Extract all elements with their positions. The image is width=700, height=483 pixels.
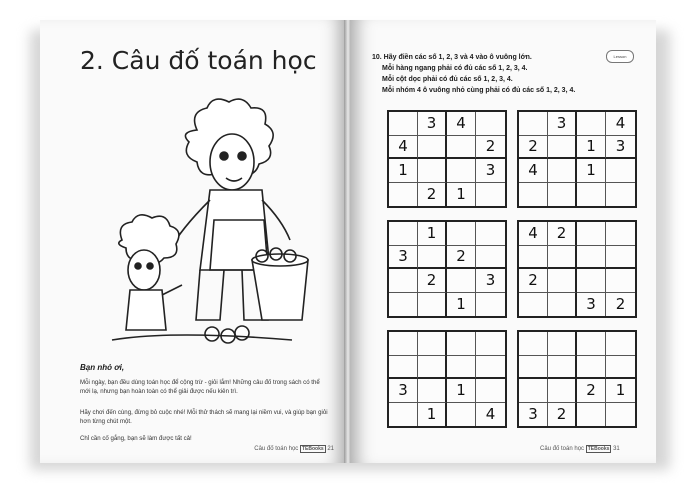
footer-text: Câu đố toán học [540, 446, 585, 452]
sudoku-empty-cell [447, 356, 476, 380]
publisher-logo: TEBooks [301, 446, 324, 452]
instruction-line: Mỗi cột dọc phải có đủ các số 1, 2, 3, 4. [382, 76, 513, 83]
instruction-line: Mỗi nhóm 4 ô vuông nhỏ cùng phải có đủ các số 1, 2, 3, 4. [382, 87, 576, 94]
right-footer [540, 445, 620, 453]
sudoku-given-digit: 3 [606, 136, 635, 160]
sudoku-empty-cell [418, 356, 447, 380]
sudoku-given-digit: 3 [389, 246, 418, 270]
sudoku-empty-cell [577, 356, 606, 380]
sudoku-given-digit: 2 [418, 269, 447, 293]
sudoku-given-digit: 3 [577, 293, 606, 317]
sudoku-empty-cell [389, 293, 418, 317]
sudoku-grid [517, 330, 637, 428]
page-title: 2. Câu đố toán học [80, 46, 317, 75]
sudoku-given-digit: 3 [519, 403, 548, 427]
intro-paragraph-2: Hãy chơi đến cùng, đừng bỏ cuộc nhé! Mỗi thử thách sẽ mang lại niềm vui, và giúp bạn giỏi hơn từng chút một. [80, 409, 328, 425]
sudoku-empty-cell [577, 183, 606, 207]
sudoku-empty-cell [476, 112, 505, 136]
sudoku-empty-cell [476, 356, 505, 380]
sudoku-empty-cell [519, 112, 548, 136]
sudoku-empty-cell [577, 332, 606, 356]
sudoku-given-digit: 3 [476, 269, 505, 293]
instruction-line: 10. Hãy điền các số 1, 2, 3 và 4 vào ô vuông lớn. [372, 54, 532, 61]
sudoku-empty-cell [519, 183, 548, 207]
sudoku-grid [387, 220, 507, 318]
sudoku-empty-cell [548, 356, 577, 380]
intro-paragraph-3: Chỉ cần cố gắng, bạn sẽ làm được tất cả! [80, 435, 192, 442]
sudoku-empty-cell [548, 246, 577, 270]
sudoku-empty-cell [389, 112, 418, 136]
sudoku-given-digit: 1 [577, 136, 606, 160]
sudoku-empty-cell [548, 332, 577, 356]
sudoku-empty-cell [606, 222, 635, 246]
sudoku-empty-cell [389, 403, 418, 427]
sudoku-empty-cell [548, 183, 577, 207]
intro-paragraph-1: Mỗi ngày, bạn đều dùng toán học để cộng trừ - giỏi lắm! Những câu đố trong sách có thể mới lạ, nhưng bạn hoàn toàn có thể giải được nếu kiên trì. [80, 379, 320, 395]
sudoku-given-digit: 1 [418, 222, 447, 246]
sudoku-given-digit: 1 [389, 159, 418, 183]
sudoku-given-digit: 3 [418, 112, 447, 136]
instructions [372, 52, 632, 96]
sudoku-given-digit: 3 [548, 112, 577, 136]
sudoku-empty-cell [389, 356, 418, 380]
sudoku-empty-cell [577, 403, 606, 427]
sudoku-empty-cell [519, 293, 548, 317]
sudoku-empty-cell [519, 246, 548, 270]
sudoku-empty-cell [476, 293, 505, 317]
sudoku-empty-cell [389, 269, 418, 293]
sudoku-given-digit: 1 [418, 403, 447, 427]
sudoku-given-digit: 1 [606, 379, 635, 403]
sudoku-given-digit: 2 [418, 183, 447, 207]
sudoku-empty-cell [606, 356, 635, 380]
sudoku-empty-cell [577, 222, 606, 246]
sudoku-given-digit: 4 [606, 112, 635, 136]
sudoku-empty-cell [519, 356, 548, 380]
greeting: Bạn nhỏ ơi, [80, 363, 125, 372]
sudoku-empty-cell [418, 159, 447, 183]
page-number: 21 [327, 446, 334, 452]
sudoku-empty-cell [519, 332, 548, 356]
sudoku-empty-cell [476, 222, 505, 246]
sudoku-empty-cell [606, 269, 635, 293]
sudoku-empty-cell [418, 332, 447, 356]
sudoku-grid [517, 110, 637, 208]
sudoku-given-digit: 4 [519, 159, 548, 183]
lesson-tag: Lesson [606, 50, 634, 63]
sudoku-empty-cell [606, 183, 635, 207]
sudoku-given-digit: 1 [447, 379, 476, 403]
sudoku-given-digit: 3 [476, 159, 505, 183]
instruction-line: Mỗi hàng ngang phải có đủ các số 1, 2, 3, 4. [382, 65, 528, 72]
sudoku-empty-cell [447, 222, 476, 246]
right-page [350, 20, 656, 463]
left-page [40, 20, 346, 463]
sudoku-empty-cell [389, 332, 418, 356]
publisher-logo: TEBooks [587, 446, 610, 452]
sudoku-given-digit: 4 [389, 136, 418, 160]
sudoku-empty-cell [476, 246, 505, 270]
sudoku-empty-cell [606, 159, 635, 183]
sudoku-empty-cell [447, 403, 476, 427]
sudoku-given-digit: 3 [389, 379, 418, 403]
sudoku-empty-cell [606, 403, 635, 427]
sudoku-given-digit: 2 [476, 136, 505, 160]
sudoku-given-digit: 2 [615, 295, 626, 314]
footer-text: Câu đố toán học [254, 446, 299, 452]
sudoku-grid [517, 220, 637, 318]
sudoku-given-digit: 1 [577, 159, 606, 183]
sudoku-empty-cell [577, 246, 606, 270]
sudoku-empty-cell [548, 269, 577, 293]
sudoku-empty-cell [577, 112, 606, 136]
sudoku-given-digit: 1 [447, 293, 476, 317]
sudoku-given-digit: 4 [519, 222, 548, 246]
sudoku-given-digit: 2 [519, 136, 548, 160]
sudoku-empty-cell [447, 332, 476, 356]
sudoku-given-digit: 2 [577, 379, 606, 403]
sudoku-empty-cell [577, 269, 606, 293]
sudoku-empty-cell [447, 136, 476, 160]
left-footer [254, 445, 334, 453]
sudoku-empty-cell [476, 183, 505, 207]
sudoku-empty-cell [418, 379, 447, 403]
sudoku-empty-cell [606, 246, 635, 270]
sudoku-empty-cell [476, 379, 505, 403]
sudoku-empty-cell [519, 379, 548, 403]
sudoku-empty-cell [389, 222, 418, 246]
sudoku-empty-cell [548, 136, 577, 160]
sudoku-given-digit: 2 [447, 246, 476, 270]
page-number: 31 [613, 446, 620, 452]
sudoku-empty-cell [418, 293, 447, 317]
sudoku-empty-cell [548, 293, 577, 317]
sudoku-empty-cell [548, 379, 577, 403]
sudoku-empty-cell [389, 183, 418, 207]
sudoku-grid [387, 110, 507, 208]
sudoku-empty-cell [447, 269, 476, 293]
sudoku-empty-cell [476, 332, 505, 356]
sudoku-empty-cell [418, 246, 447, 270]
sudoku-given-digit: 4 [485, 405, 496, 424]
sudoku-empty-cell [548, 159, 577, 183]
sudoku-empty-cell [606, 332, 635, 356]
sudoku-given-digit: 2 [519, 269, 548, 293]
sudoku-given-digit: 1 [447, 183, 476, 207]
sheep-illustration [102, 90, 312, 346]
sudoku-grid [387, 330, 507, 428]
sudoku-empty-cell [447, 159, 476, 183]
sudoku-given-digit: 4 [447, 112, 476, 136]
sudoku-empty-cell [418, 136, 447, 160]
sudoku-given-digit: 2 [548, 222, 577, 246]
sudoku-given-digit: 2 [548, 403, 577, 427]
